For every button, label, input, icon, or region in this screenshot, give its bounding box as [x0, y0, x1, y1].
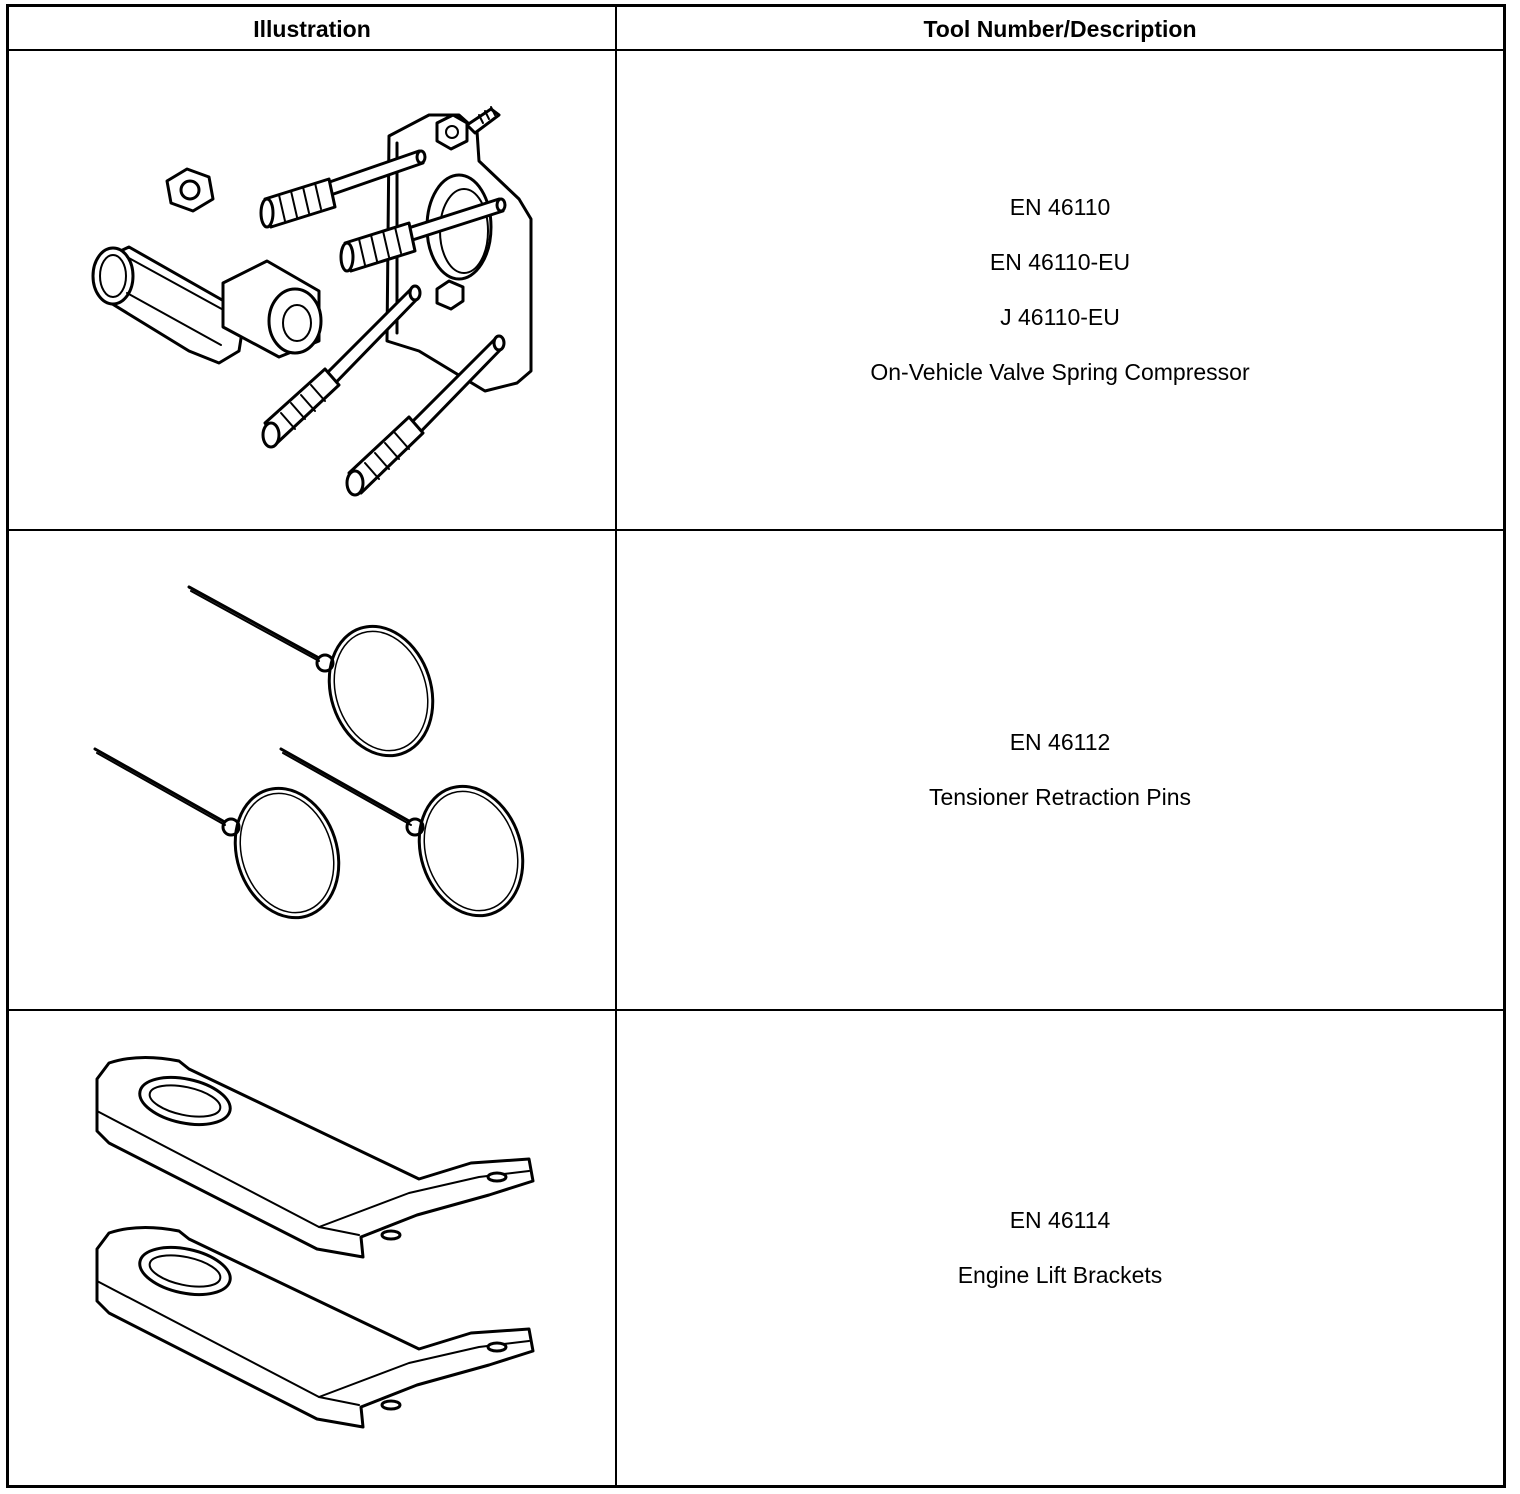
table-header [9, 7, 1503, 51]
tool-description: Tensioner Retraction Pins [928, 784, 1192, 810]
table-row [9, 1011, 1503, 1485]
table-row [9, 51, 1503, 529]
tool-number: EN 46110 [1009, 194, 1111, 220]
tool-description-cell [617, 1011, 1503, 1485]
tool-description: On-Vehicle Valve Spring Compressor [870, 359, 1250, 385]
engine-lift-brackets-illustration [9, 1011, 615, 1485]
tool-number: J 46110-EU [1000, 304, 1120, 330]
tool-number: EN 46114 [1009, 1207, 1111, 1233]
tool-description-cell [617, 531, 1503, 1009]
tools-table [6, 4, 1506, 1488]
table-row [9, 531, 1503, 1009]
tool-description-cell [617, 51, 1503, 529]
tool-number: EN 46110-EU [989, 249, 1131, 275]
tool-description: Engine Lift Brackets [957, 1262, 1163, 1288]
valve-spring-compressor-illustration [9, 51, 615, 529]
tool-number: EN 46112 [1009, 729, 1111, 755]
tensioner-retraction-pins-illustration [9, 531, 615, 1009]
header-illustration: Illustration [253, 16, 371, 42]
header-tool-description: Tool Number/Description [923, 16, 1197, 42]
